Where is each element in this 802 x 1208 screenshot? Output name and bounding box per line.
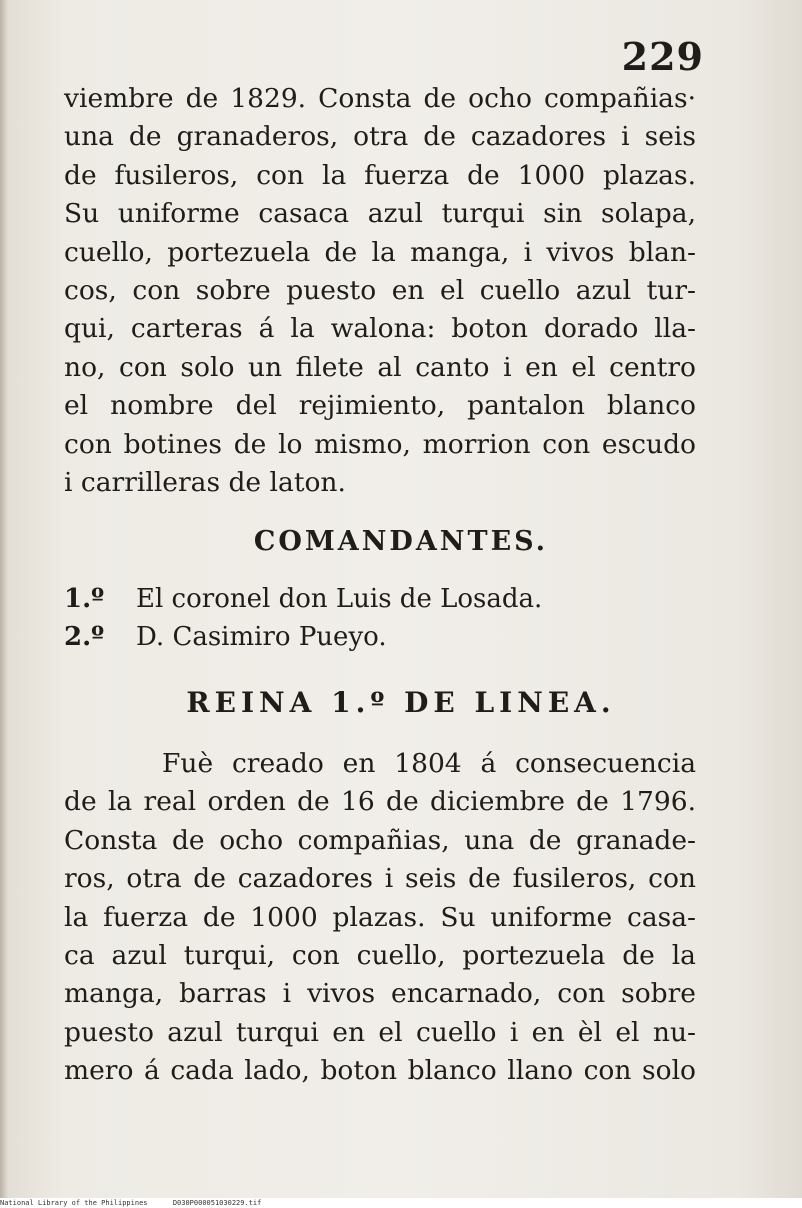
text-line: mero á cada lado, boton blanco llano con solo [64,1055,696,1087]
text-line: cos, con sobre puesto en el cuello azul tur- [64,275,696,307]
text-line: una de granaderos, otra de cazadores i seis [64,121,696,153]
heading-comandantes: COMANDANTES. [253,526,549,557]
paragraph-regiment-history [64,745,696,1091]
commander-item [64,580,542,618]
text-line: la fuerza de 1000 plazas. Su uniforme casa- [64,901,696,933]
text-line: manga, barras i vivos encarnado, con sobre [64,978,696,1010]
page-number: 229 [621,34,704,79]
commander-ordinal: 1.º [64,584,105,614]
commander-name: El coronel don Luis de Losada. [136,584,543,614]
paragraph-uniform-description [64,80,696,502]
footer-filename: D030P000051030229.tif [172,1199,262,1207]
text-line: Consta de ocho compañias, una de granade- [64,824,696,856]
text-line: ca azul turqui, con cuello, portezuela de la [64,940,696,972]
footer-library: National Library of the Philippines [0,1199,148,1207]
text-line: Su uniforme casaca azul turqui sin solapa, [64,198,696,230]
text-line: el nombre del rejimiento, pantalon blanco [64,390,696,422]
page-spine-shadow [0,0,8,1198]
text-line: no, con solo un filete al canto i en el centro [64,351,696,383]
commander-name: D. Casimiro Pueyo. [136,622,387,652]
text-line: puesto azul turqui en el cuello i en èl el nu- [64,1016,696,1048]
text-line: qui, carteras á la walona: boton dorado lla- [64,313,696,345]
commanders-list [64,580,542,656]
text-line: cuello, portezuela de la manga, i vivos blan- [64,236,696,268]
commander-ordinal: 2.º [64,622,105,652]
text-line: ros, otra de cazadores i seis de fusileros, con [64,863,696,895]
heading-regiment: REINA 1.º DE LINEA. [186,686,616,719]
text-line: de la real orden de 16 de diciembre de 1796. [64,786,696,818]
text-line: con botines de lo mismo, morrion con escudo [64,428,696,460]
text-line: Fuè creado en 1804 á consecuencia [162,748,696,779]
text-line: viembre de 1829. Consta de ocho compañias· [64,83,696,114]
commander-item [64,618,542,656]
scan-footer [0,1198,802,1208]
text-line: de fusileros, con la fuerza de 1000 plazas. [64,159,696,191]
text-line: i carrilleras de laton. [64,467,346,499]
